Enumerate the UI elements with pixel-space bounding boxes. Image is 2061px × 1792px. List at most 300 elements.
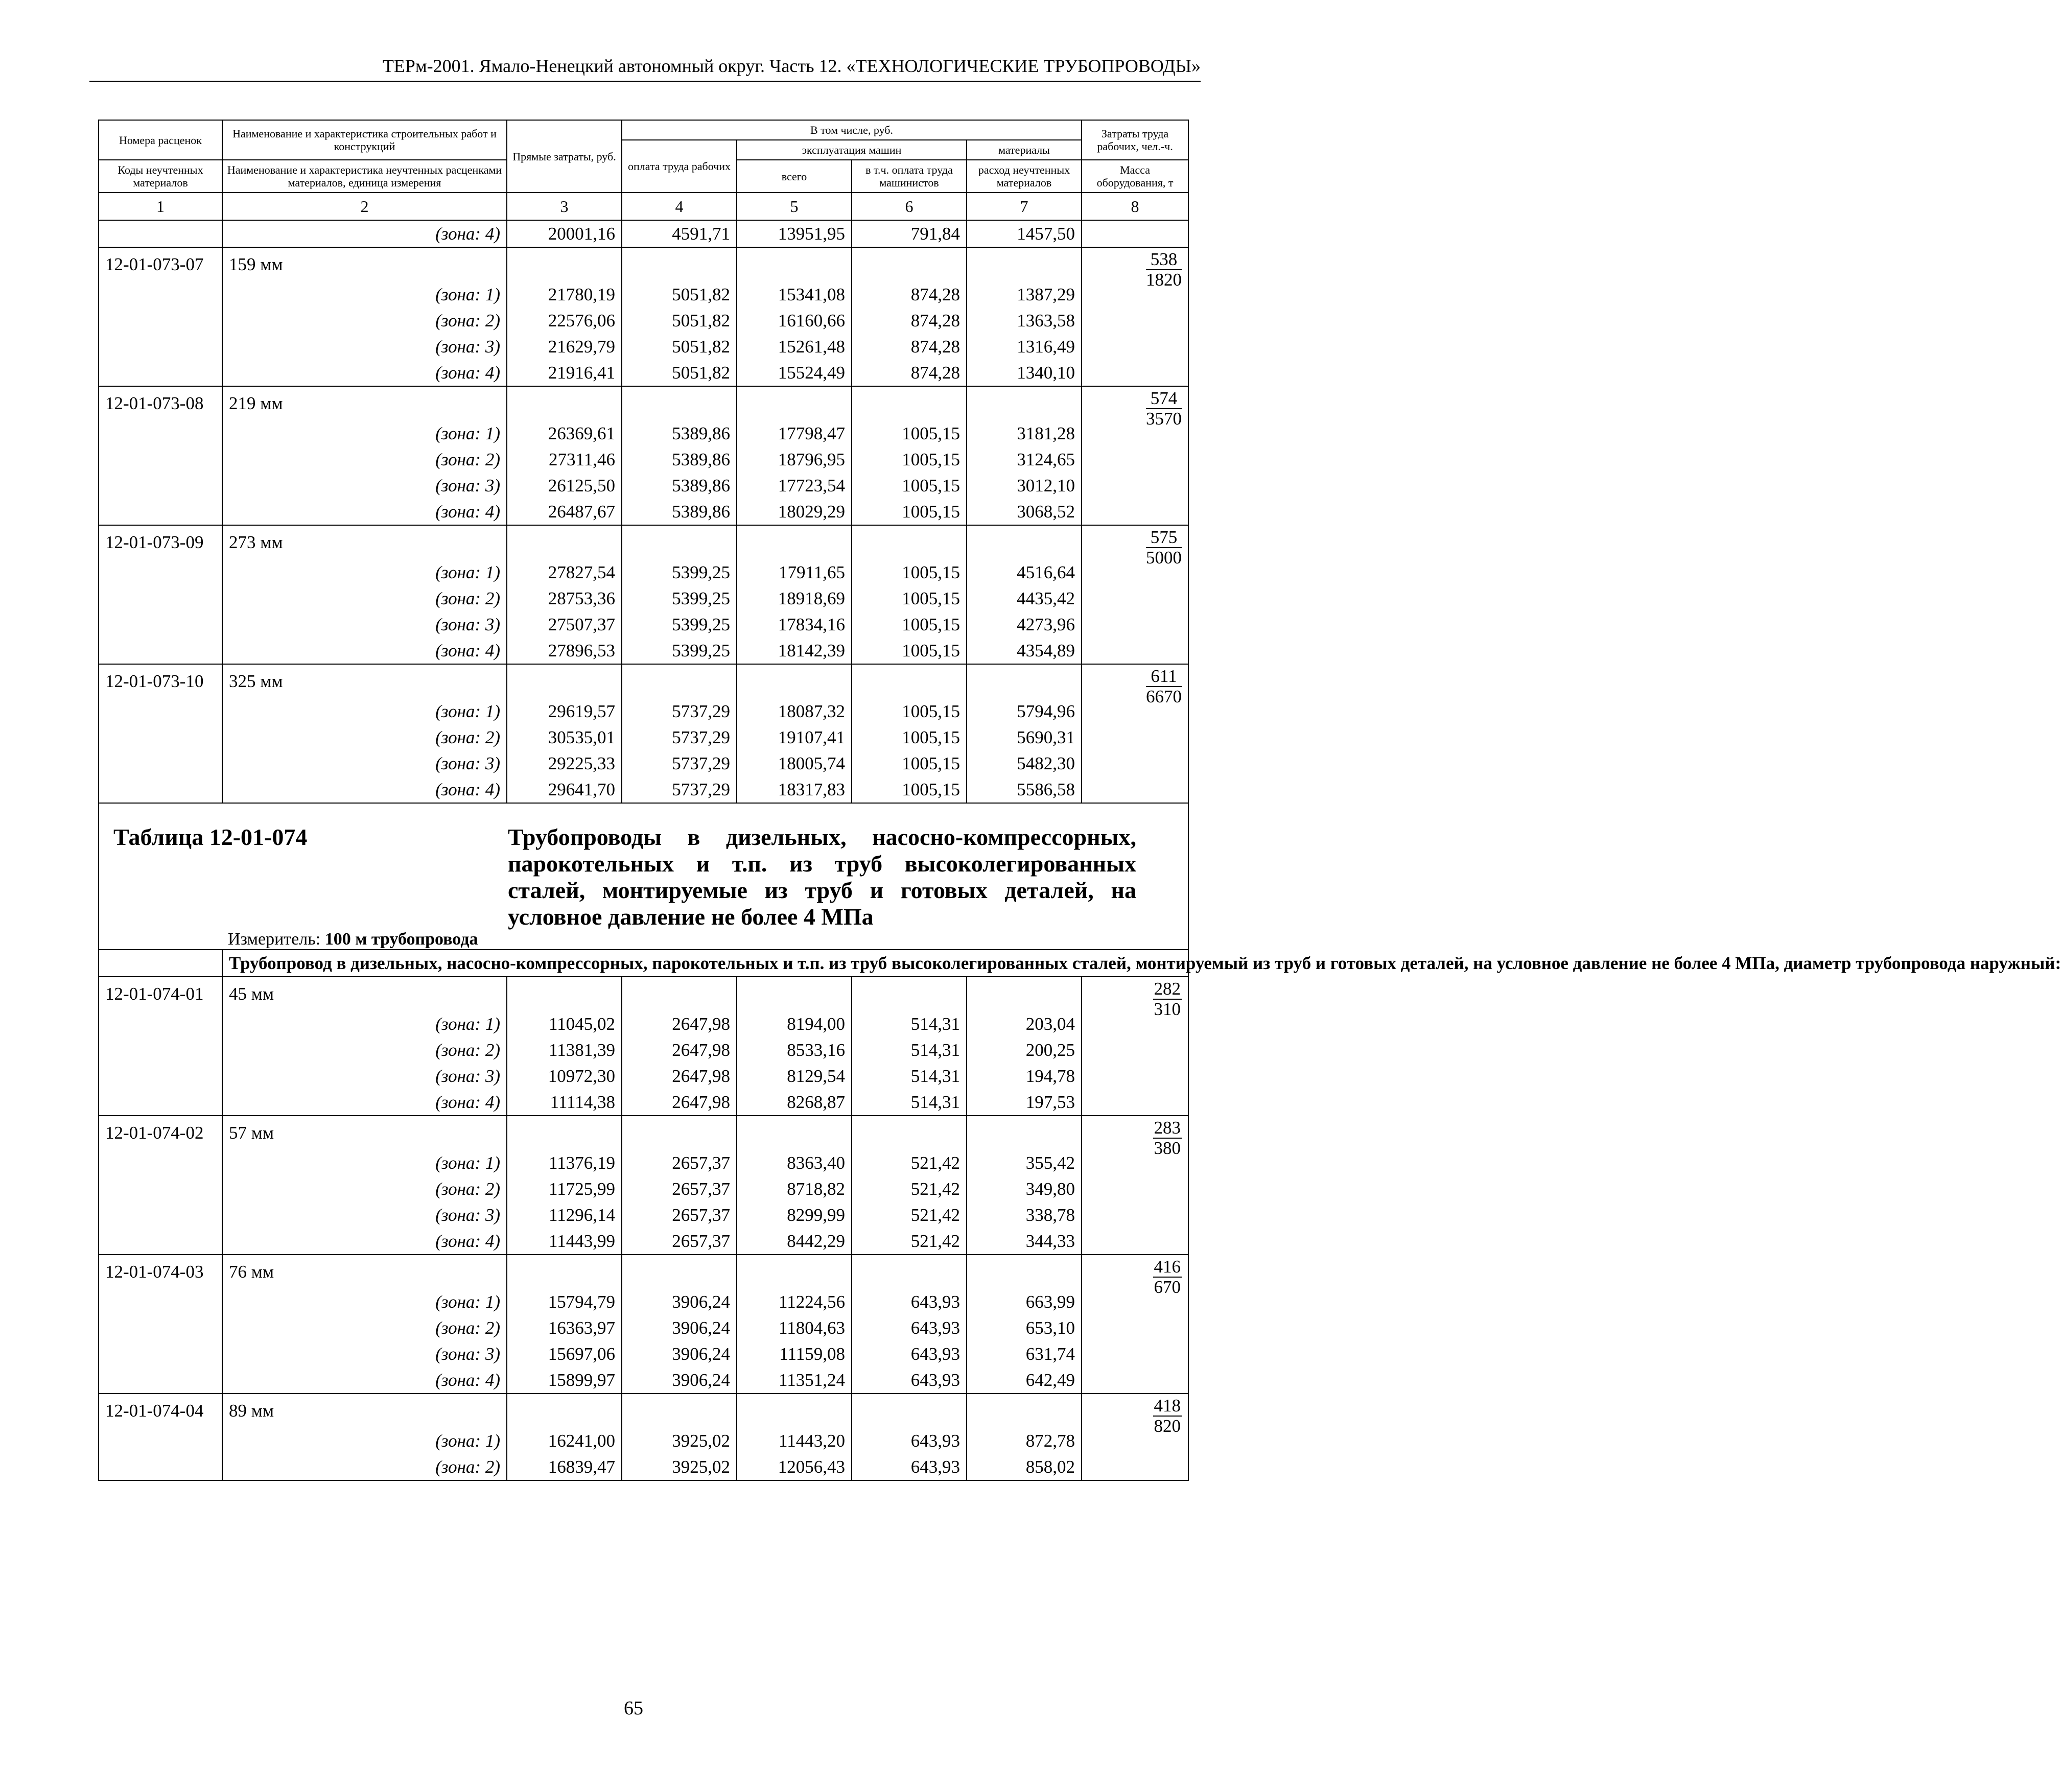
value-cell: 11045,02 xyxy=(507,1011,622,1037)
empty-cell xyxy=(737,1255,852,1289)
empty-cell xyxy=(99,420,222,446)
value-cell: 17798,47 xyxy=(737,420,852,446)
empty-cell xyxy=(1082,1176,1188,1202)
empty-cell xyxy=(737,664,852,698)
value-cell: 27896,53 xyxy=(507,638,622,664)
pipe-diameter: 57 мм xyxy=(222,1116,507,1150)
header-material-codes: Коды неучтенных материалов xyxy=(99,160,222,193)
value-cell: 1005,15 xyxy=(852,585,967,611)
equipment-mass-value: 820 xyxy=(1154,1416,1181,1436)
zone-label: (зона: 2) xyxy=(222,724,507,750)
zone-row xyxy=(99,698,1188,724)
rate-code: 12-01-074-04 xyxy=(99,1394,222,1428)
zone-label: (зона: 2) xyxy=(222,446,507,473)
zone-label: (зона: 4) xyxy=(222,360,507,386)
rate-code: 12-01-074-03 xyxy=(99,1255,222,1289)
value-cell: 2657,37 xyxy=(622,1176,737,1202)
empty-cell xyxy=(99,1228,222,1255)
value-cell: 5051,82 xyxy=(622,360,737,386)
value-cell: 18317,83 xyxy=(737,776,852,803)
value-cell: 874,28 xyxy=(852,360,967,386)
empty-cell xyxy=(1082,1341,1188,1367)
value-cell: 28753,36 xyxy=(507,585,622,611)
empty-cell xyxy=(1082,499,1188,525)
value-cell: 8299,99 xyxy=(737,1202,852,1228)
value-cell: 4354,89 xyxy=(967,638,1082,664)
value-cell: 521,42 xyxy=(852,1228,967,1255)
value-cell: 18918,69 xyxy=(737,585,852,611)
column-number-cell: 8 xyxy=(1082,193,1188,220)
equipment-mass-value: 670 xyxy=(1154,1277,1181,1297)
zone-label: (зона: 3) xyxy=(222,334,507,360)
empty-cell xyxy=(507,1116,622,1150)
empty-cell xyxy=(967,977,1082,1011)
zone-row xyxy=(99,1367,1188,1394)
value-cell: 3124,65 xyxy=(967,446,1082,473)
empty-cell xyxy=(99,1176,222,1202)
value-cell: 18029,29 xyxy=(737,499,852,525)
empty-cell xyxy=(99,1089,222,1116)
value-cell: 11296,14 xyxy=(507,1202,622,1228)
empty-cell xyxy=(99,281,222,308)
value-cell: 19107,41 xyxy=(737,724,852,750)
value-cell: 5737,29 xyxy=(622,724,737,750)
zone-row xyxy=(99,499,1188,525)
value-cell: 8363,40 xyxy=(737,1150,852,1176)
zone-label: (зона: 4) xyxy=(222,220,507,247)
value-cell: 3906,24 xyxy=(622,1341,737,1367)
value-cell: 15899,97 xyxy=(507,1367,622,1394)
value-cell: 8442,29 xyxy=(737,1228,852,1255)
rate-row xyxy=(99,1255,1188,1289)
zone-label: (зона: 4) xyxy=(222,1367,507,1394)
zone-row xyxy=(99,1089,1188,1116)
empty-cell xyxy=(99,473,222,499)
rate-code: 12-01-073-09 xyxy=(99,525,222,559)
empty-cell xyxy=(1082,446,1188,473)
zone-row xyxy=(99,1428,1188,1454)
empty-cell xyxy=(507,977,622,1011)
empty-cell xyxy=(1082,360,1188,386)
zone-label: (зона: 1) xyxy=(222,698,507,724)
empty-cell xyxy=(507,386,622,420)
value-cell: 1340,10 xyxy=(967,360,1082,386)
value-cell: 16839,47 xyxy=(507,1454,622,1480)
mass-cell xyxy=(1082,1255,1188,1297)
value-cell: 5482,30 xyxy=(967,750,1082,776)
table-title-row xyxy=(99,803,1188,950)
zone-label: (зона: 1) xyxy=(222,1289,507,1315)
header-labor-hours: Затраты труда рабочих, чел.-ч. xyxy=(1082,120,1188,160)
value-cell: 858,02 xyxy=(967,1454,1082,1480)
empty-cell xyxy=(622,386,737,420)
value-cell: 15261,48 xyxy=(737,334,852,360)
value-cell: 29641,70 xyxy=(507,776,622,803)
empty-cell xyxy=(99,611,222,638)
empty-cell xyxy=(622,977,737,1011)
zone-row xyxy=(99,776,1188,803)
mass-fraction xyxy=(1153,1396,1182,1436)
zone-label: (зона: 2) xyxy=(222,1037,507,1063)
zone-row xyxy=(99,281,1188,308)
zone-label: (зона: 1) xyxy=(222,559,507,585)
value-cell: 3012,10 xyxy=(967,473,1082,499)
value-cell: 5399,25 xyxy=(622,585,737,611)
empty-cell xyxy=(737,386,852,420)
zone-label: (зона: 3) xyxy=(222,1063,507,1089)
empty-cell xyxy=(967,525,1082,559)
header-operator-pay: в т.ч. оплата труда машинистов xyxy=(852,160,967,193)
zone-label: (зона: 2) xyxy=(222,308,507,334)
zone-row xyxy=(99,1063,1188,1089)
mass-fraction xyxy=(1153,1257,1182,1297)
labor-hours-value: 416 xyxy=(1154,1257,1181,1277)
value-cell: 11159,08 xyxy=(737,1341,852,1367)
empty-cell xyxy=(99,724,222,750)
mass-cell xyxy=(1082,664,1188,706)
value-cell: 521,42 xyxy=(852,1150,967,1176)
value-cell: 11224,56 xyxy=(737,1289,852,1315)
empty-cell xyxy=(507,1255,622,1289)
empty-cell xyxy=(507,1394,622,1428)
column-number-cell: 7 xyxy=(967,193,1082,220)
empty-cell xyxy=(852,1116,967,1150)
column-number-cell: 1 xyxy=(99,193,222,220)
empty-cell xyxy=(99,1454,222,1480)
value-cell: 27827,54 xyxy=(507,559,622,585)
empty-cell xyxy=(99,1011,222,1037)
equipment-mass-value: 380 xyxy=(1154,1138,1181,1158)
zone-row xyxy=(99,611,1188,638)
header-machines-total: всего xyxy=(737,160,852,193)
empty-cell xyxy=(622,664,737,698)
value-cell: 5389,86 xyxy=(622,446,737,473)
value-cell: 2647,98 xyxy=(622,1063,737,1089)
value-cell: 1457,50 xyxy=(967,220,1082,247)
empty-cell xyxy=(1082,724,1188,750)
value-cell: 1005,15 xyxy=(852,698,967,724)
value-cell: 5389,86 xyxy=(622,473,737,499)
value-cell: 642,49 xyxy=(967,1367,1082,1394)
empty-cell xyxy=(99,446,222,473)
value-cell: 11351,24 xyxy=(737,1367,852,1394)
rate-row xyxy=(99,977,1188,1011)
header-work-name: Наименование и характеристика строительных работ и конструкций xyxy=(222,120,507,160)
empty-cell xyxy=(99,638,222,664)
header-rate-number: Номера расценок xyxy=(99,120,222,160)
empty-cell xyxy=(967,664,1082,698)
empty-cell xyxy=(1082,1202,1188,1228)
value-cell: 15524,49 xyxy=(737,360,852,386)
value-cell: 2657,37 xyxy=(622,1202,737,1228)
value-cell: 1005,15 xyxy=(852,638,967,664)
table-title-cell xyxy=(99,803,1188,950)
value-cell: 5737,29 xyxy=(622,776,737,803)
equipment-mass-value: 6670 xyxy=(1146,687,1182,706)
value-cell: 11381,39 xyxy=(507,1037,622,1063)
value-cell: 29619,57 xyxy=(507,698,622,724)
value-cell: 874,28 xyxy=(852,334,967,360)
value-cell: 3925,02 xyxy=(622,1454,737,1480)
measure-label: Измеритель: xyxy=(228,930,321,949)
measure-value: 100 м трубопровода xyxy=(324,930,478,949)
empty-cell xyxy=(507,247,622,281)
empty-cell xyxy=(1082,1454,1188,1480)
empty-cell xyxy=(1082,308,1188,334)
value-cell: 30535,01 xyxy=(507,724,622,750)
value-cell: 3068,52 xyxy=(967,499,1082,525)
zone-label: (зона: 3) xyxy=(222,1341,507,1367)
header-worker-pay: оплата труда рабочих xyxy=(622,140,737,193)
value-cell: 17723,54 xyxy=(737,473,852,499)
empty-cell xyxy=(99,360,222,386)
empty-cell xyxy=(99,559,222,585)
carry-over-row xyxy=(99,220,1188,247)
rates-table xyxy=(98,120,2061,1481)
value-cell: 11443,99 xyxy=(507,1228,622,1255)
value-cell: 27311,46 xyxy=(507,446,622,473)
zone-label: (зона: 4) xyxy=(222,499,507,525)
empty-cell xyxy=(1082,1315,1188,1341)
rate-row xyxy=(99,664,1188,698)
empty-cell xyxy=(99,750,222,776)
table-number: Таблица 12-01-074 xyxy=(113,824,308,850)
zone-row xyxy=(99,750,1188,776)
value-cell: 349,80 xyxy=(967,1176,1082,1202)
value-cell: 194,78 xyxy=(967,1063,1082,1089)
zone-label: (зона: 4) xyxy=(222,776,507,803)
value-cell: 13951,95 xyxy=(737,220,852,247)
section-description: Трубопровод в дизельных, насосно-компрессорных, парокотельных и т.п. из труб высоколегированных сталей, монтируемый из труб и готовых деталей, на условное давление не более 4 МПа, диаметр трубопровода наружный: xyxy=(222,950,1188,977)
zone-row xyxy=(99,1454,1188,1480)
value-cell: 203,04 xyxy=(967,1011,1082,1037)
rate-code: 12-01-074-02 xyxy=(99,1116,222,1150)
zone-row xyxy=(99,1202,1188,1228)
value-cell: 344,33 xyxy=(967,1228,1082,1255)
pipe-diameter: 219 мм xyxy=(222,386,507,420)
zone-label: (зона: 4) xyxy=(222,638,507,664)
rate-code: 12-01-073-08 xyxy=(99,386,222,420)
value-cell: 3906,24 xyxy=(622,1367,737,1394)
value-cell: 3906,24 xyxy=(622,1315,737,1341)
zone-label: (зона: 2) xyxy=(222,1454,507,1480)
empty-cell xyxy=(1082,1037,1188,1063)
zone-label: (зона: 3) xyxy=(222,750,507,776)
equipment-mass-value: 3570 xyxy=(1146,409,1182,429)
value-cell: 338,78 xyxy=(967,1202,1082,1228)
pipe-diameter: 273 мм xyxy=(222,525,507,559)
value-cell: 1005,15 xyxy=(852,750,967,776)
column-number-cell: 5 xyxy=(737,193,852,220)
zone-row xyxy=(99,1315,1188,1341)
value-cell: 2657,37 xyxy=(622,1228,737,1255)
mass-fraction xyxy=(1153,1118,1182,1158)
empty-cell xyxy=(1082,585,1188,611)
value-cell: 5586,58 xyxy=(967,776,1082,803)
zone-row xyxy=(99,1150,1188,1176)
zone-label: (зона: 3) xyxy=(222,1202,507,1228)
value-cell: 18005,74 xyxy=(737,750,852,776)
value-cell: 11804,63 xyxy=(737,1315,852,1341)
value-cell: 11443,20 xyxy=(737,1428,852,1454)
labor-hours-value: 283 xyxy=(1154,1118,1181,1138)
equipment-mass-value: 310 xyxy=(1154,999,1181,1019)
value-cell: 1316,49 xyxy=(967,334,1082,360)
zone-row xyxy=(99,334,1188,360)
value-cell: 18142,39 xyxy=(737,638,852,664)
value-cell: 27507,37 xyxy=(507,611,622,638)
value-cell: 15697,06 xyxy=(507,1341,622,1367)
value-cell: 514,31 xyxy=(852,1063,967,1089)
empty-cell xyxy=(99,308,222,334)
empty-cell xyxy=(967,247,1082,281)
value-cell: 631,74 xyxy=(967,1341,1082,1367)
column-number-cell: 6 xyxy=(852,193,967,220)
mass-cell xyxy=(1082,1116,1188,1158)
zone-label: (зона: 1) xyxy=(222,1011,507,1037)
value-cell: 5389,86 xyxy=(622,499,737,525)
column-number-cell: 3 xyxy=(507,193,622,220)
header-materials: материалы xyxy=(967,140,1082,160)
empty-cell xyxy=(99,334,222,360)
value-cell: 3925,02 xyxy=(622,1428,737,1454)
empty-cell xyxy=(99,1315,222,1341)
zone-label: (зона: 2) xyxy=(222,1176,507,1202)
value-cell: 22576,06 xyxy=(507,308,622,334)
pipe-diameter: 89 мм xyxy=(222,1394,507,1428)
empty-cell xyxy=(99,499,222,525)
value-cell: 2647,98 xyxy=(622,1089,737,1116)
value-cell: 5051,82 xyxy=(622,334,737,360)
value-cell: 5051,82 xyxy=(622,308,737,334)
value-cell: 16241,00 xyxy=(507,1428,622,1454)
mass-cell xyxy=(1082,247,1188,290)
rate-code: 12-01-074-01 xyxy=(99,977,222,1011)
zone-label: (зона: 4) xyxy=(222,1089,507,1116)
value-cell: 791,84 xyxy=(852,220,967,247)
value-cell: 643,93 xyxy=(852,1428,967,1454)
value-cell: 18087,32 xyxy=(737,698,852,724)
value-cell: 653,10 xyxy=(967,1315,1082,1341)
value-cell: 17834,16 xyxy=(737,611,852,638)
zone-row xyxy=(99,1228,1188,1255)
zone-row xyxy=(99,360,1188,386)
rate-row xyxy=(99,525,1188,559)
pipe-diameter: 76 мм xyxy=(222,1255,507,1289)
empty-cell xyxy=(99,776,222,803)
empty-cell xyxy=(967,1394,1082,1428)
mass-cell xyxy=(1082,386,1188,429)
labor-hours-value: 574 xyxy=(1146,389,1182,409)
empty-cell xyxy=(507,525,622,559)
value-cell: 200,25 xyxy=(967,1037,1082,1063)
value-cell: 15794,79 xyxy=(507,1289,622,1315)
mass-fraction xyxy=(1146,389,1182,429)
value-cell: 3181,28 xyxy=(967,420,1082,446)
empty-cell xyxy=(852,977,967,1011)
value-cell: 20001,16 xyxy=(507,220,622,247)
value-cell: 16160,66 xyxy=(737,308,852,334)
mass-cell xyxy=(1082,977,1188,1019)
value-cell: 5051,82 xyxy=(622,281,737,308)
value-cell: 1005,15 xyxy=(852,724,967,750)
value-cell: 1005,15 xyxy=(852,473,967,499)
value-cell: 29225,33 xyxy=(507,750,622,776)
empty-cell xyxy=(622,1116,737,1150)
zone-label: (зона: 4) xyxy=(222,1228,507,1255)
rate-row xyxy=(99,247,1188,281)
column-numbers-row xyxy=(99,193,1188,220)
empty-cell xyxy=(737,247,852,281)
zone-row xyxy=(99,1289,1188,1315)
empty-cell xyxy=(737,1116,852,1150)
zone-label: (зона: 2) xyxy=(222,585,507,611)
value-cell: 872,78 xyxy=(967,1428,1082,1454)
rate-code: 12-01-073-07 xyxy=(99,247,222,281)
empty-cell xyxy=(967,1255,1082,1289)
value-cell: 874,28 xyxy=(852,281,967,308)
empty-cell xyxy=(1082,220,1188,247)
value-cell: 8194,00 xyxy=(737,1011,852,1037)
mass-fraction xyxy=(1153,979,1182,1019)
zone-label: (зона: 2) xyxy=(222,1315,507,1341)
value-cell: 26125,50 xyxy=(507,473,622,499)
zone-label: (зона: 3) xyxy=(222,611,507,638)
header-material-names: Наименование и характеристика неучтенных расценками материалов, единица измерения xyxy=(222,160,507,193)
value-cell: 4591,71 xyxy=(622,220,737,247)
empty-cell xyxy=(99,1428,222,1454)
empty-cell xyxy=(967,386,1082,420)
empty-cell xyxy=(1082,638,1188,664)
value-cell: 8129,54 xyxy=(737,1063,852,1089)
zone-row xyxy=(99,724,1188,750)
mass-fraction xyxy=(1146,528,1182,568)
value-cell: 663,99 xyxy=(967,1289,1082,1315)
value-cell: 26369,61 xyxy=(507,420,622,446)
empty-cell xyxy=(852,386,967,420)
mass-fraction xyxy=(1146,250,1182,290)
header-material-consumption: расход неучтенных материалов xyxy=(967,160,1082,193)
labor-hours-value: 418 xyxy=(1154,1396,1181,1416)
empty-cell xyxy=(622,1255,737,1289)
rate-row xyxy=(99,1394,1188,1428)
value-cell: 11725,99 xyxy=(507,1176,622,1202)
zone-row xyxy=(99,1176,1188,1202)
header-equipment-mass: Масса оборудования, т xyxy=(1082,160,1188,193)
zone-row xyxy=(99,1037,1188,1063)
value-cell: 2657,37 xyxy=(622,1150,737,1176)
value-cell: 1363,58 xyxy=(967,308,1082,334)
empty-cell xyxy=(852,247,967,281)
value-cell: 5389,86 xyxy=(622,420,737,446)
header-including: В том числе, руб. xyxy=(622,120,1082,140)
empty-cell xyxy=(99,1037,222,1063)
header-machines: эксплуатация машин xyxy=(737,140,967,160)
value-cell: 874,28 xyxy=(852,308,967,334)
value-cell: 15341,08 xyxy=(737,281,852,308)
empty-cell xyxy=(852,1255,967,1289)
empty-cell xyxy=(1082,1228,1188,1255)
value-cell: 12056,43 xyxy=(737,1454,852,1480)
value-cell: 643,93 xyxy=(852,1367,967,1394)
empty-cell xyxy=(507,664,622,698)
column-number-cell: 4 xyxy=(622,193,737,220)
value-cell: 21916,41 xyxy=(507,360,622,386)
section-description-row xyxy=(99,950,1188,977)
table-description: Трубопроводы в дизельных, насосно-компрессорных, парокотельных и т.п. из труб высоколегированных сталей, монтируемые из труб и готовых деталей, на условное давление не более 4 МПа xyxy=(508,824,1136,930)
rate-code: 12-01-073-10 xyxy=(99,664,222,698)
empty-cell xyxy=(99,585,222,611)
